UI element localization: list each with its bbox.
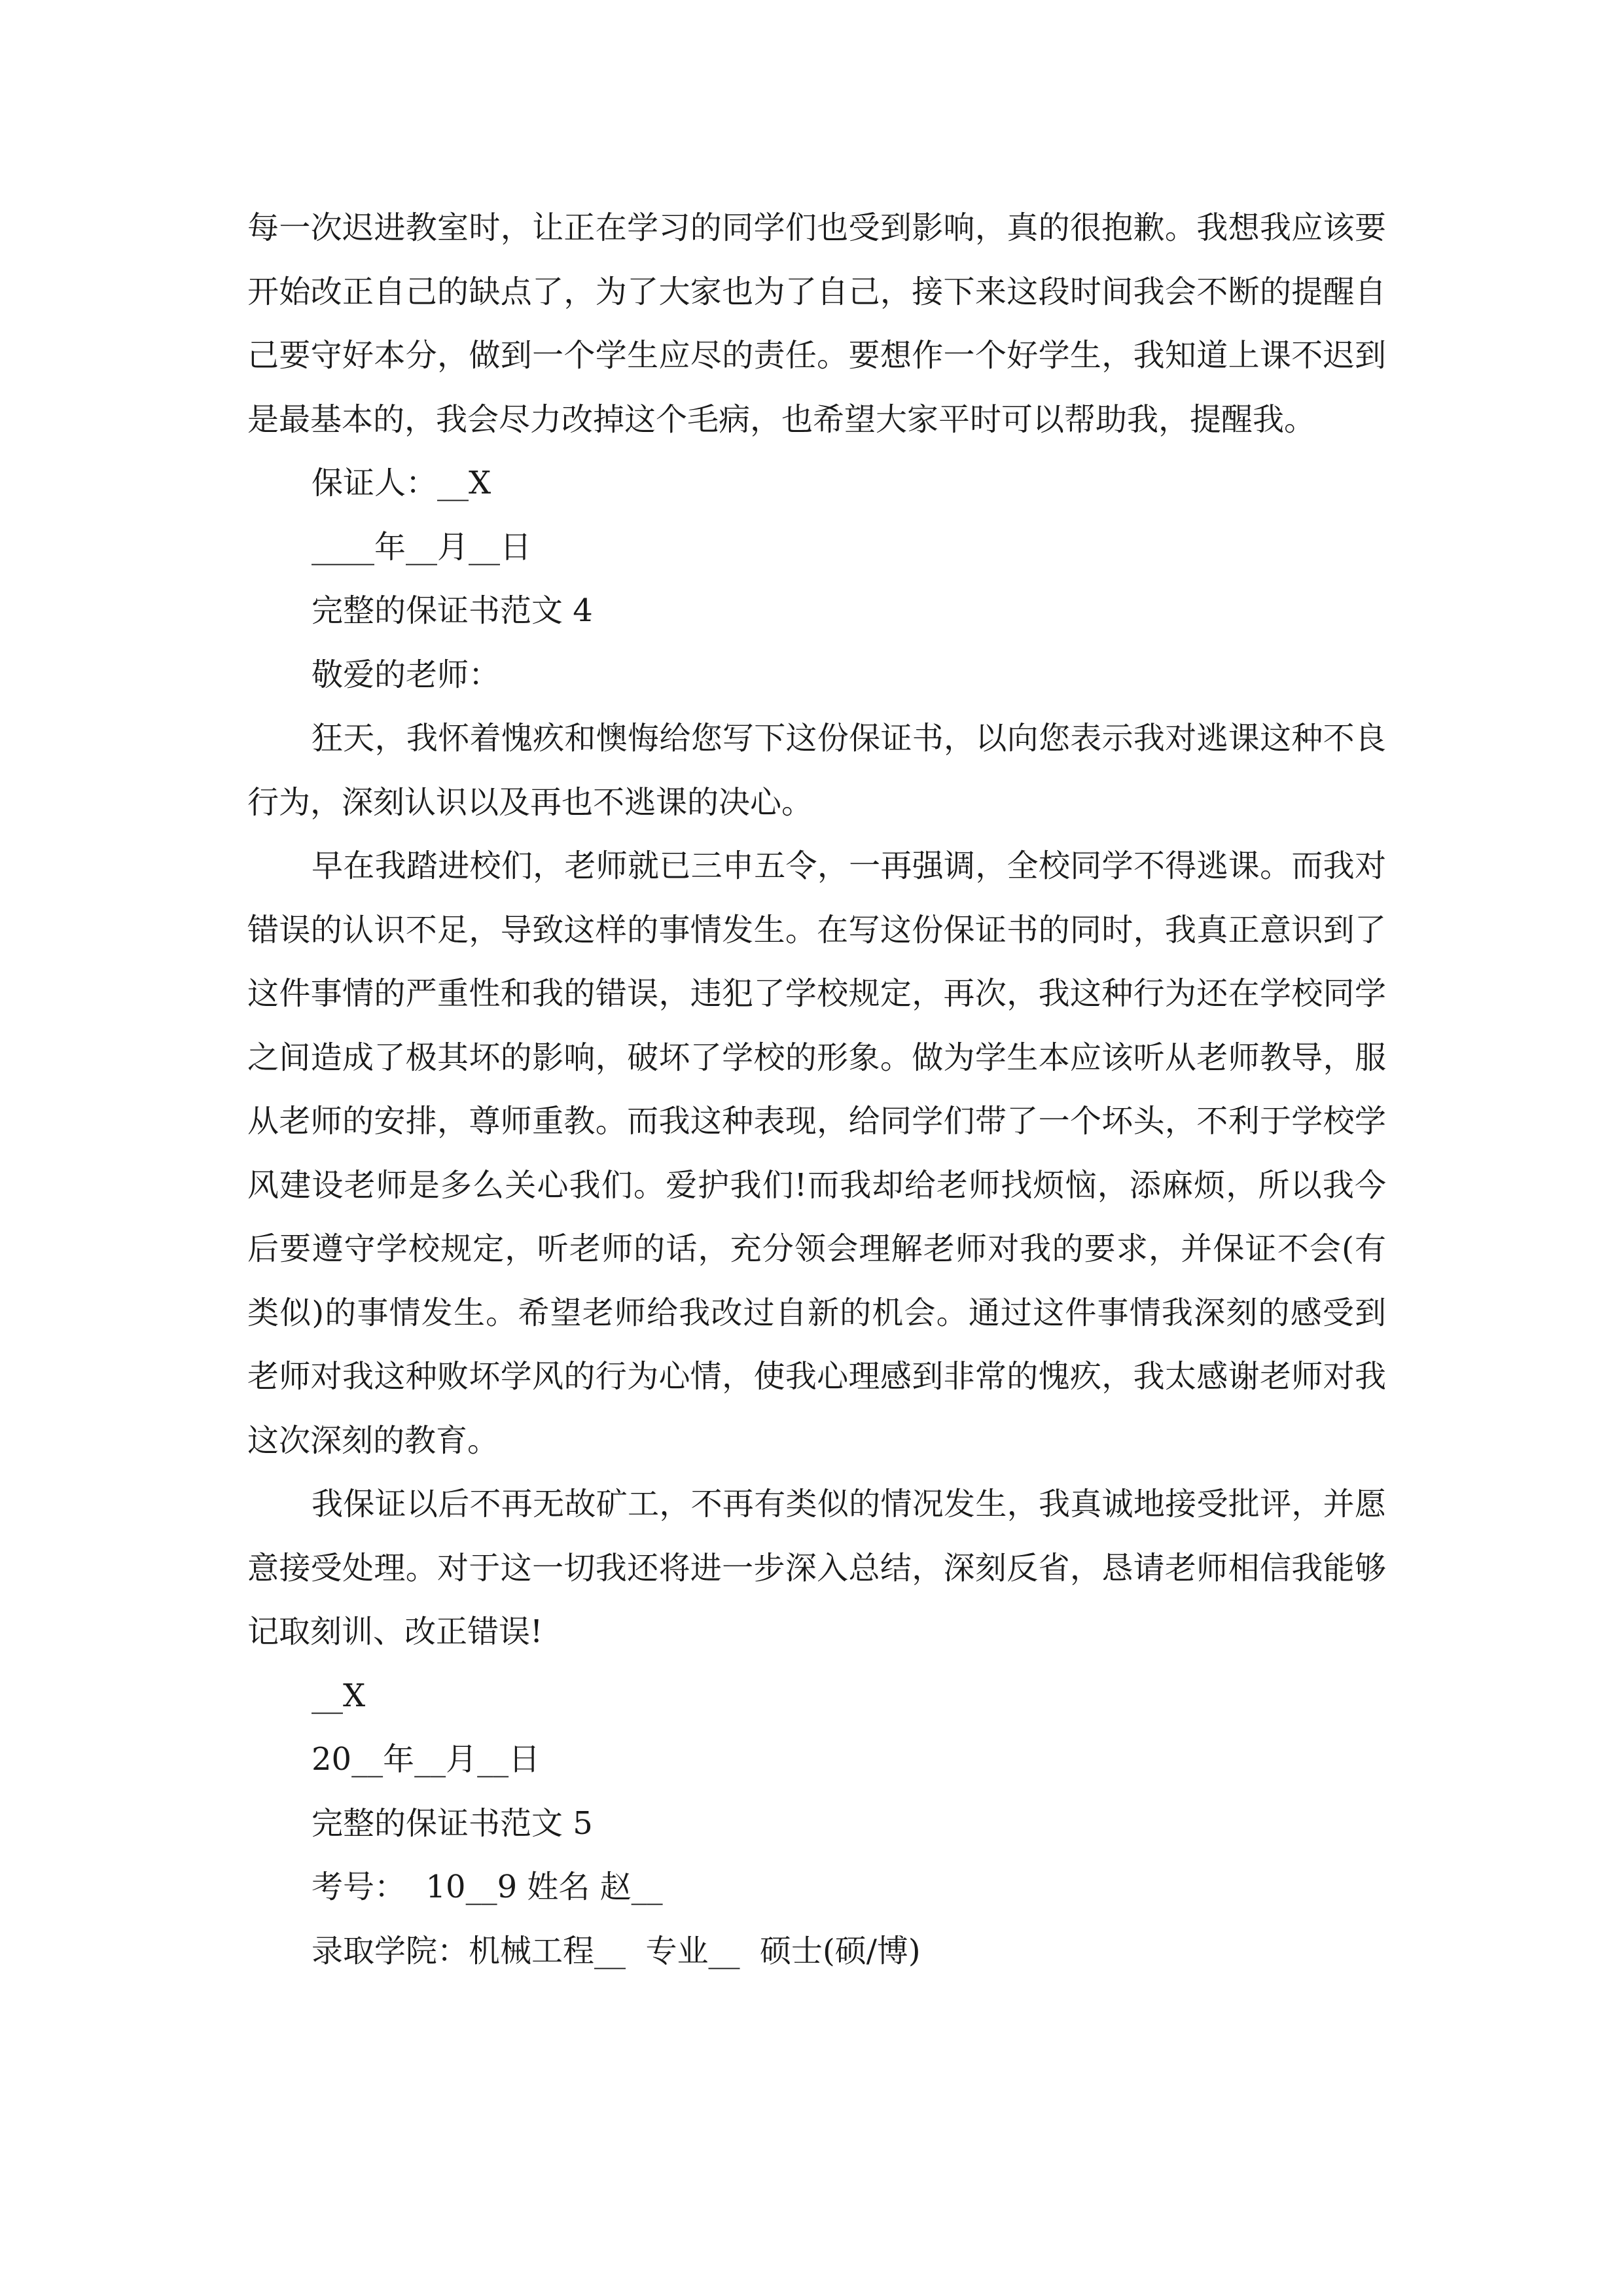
guarantor-line: 保证人：__X	[312, 465, 491, 501]
date-line: ____年__月__日	[312, 528, 532, 565]
date-line: 20__年__月__日	[312, 1741, 541, 1778]
exam-number-line: 考号： 10__9 姓名 赵__	[312, 1869, 663, 1905]
body-paragraph: 我保证以后不再无故矿工，不再有类似的情况发生，我真诚地接受批评，并愿意接受处理。对于这一切我还将进一步深入总结，深刻反省，恳请老师相信我能够记取刻训、改正错误!	[247, 1486, 1386, 1650]
document-body	[247, 196, 1386, 1983]
body-paragraph: 狂天，我怀着愧疚和懊悔给您写下这份保证书，以向您表示我对逃课这种不良行为，深刻认识以及再也不逃课的决心。	[247, 720, 1386, 821]
section-title-5: 完整的保证书范文 5	[312, 1804, 593, 1842]
section-title-4: 完整的保证书范文 4	[312, 592, 593, 629]
paragraph-continuation: 每一次迟进教室时，让正在学习的同学们也受到影响，真的很抱歉。我想我应该要开始改正自己的缺点了，为了大家也为了自己，接下来这段时间我会不断的提醒自己要守好本分，做到一个学生应尽的责任。要想作一个好学生，我知道上课不迟到是最基本的，我会尽力改掉这个毛病，也希望大家平时可以帮助我，提醒我。	[247, 209, 1386, 438]
signature-line: __X	[312, 1677, 366, 1714]
body-paragraph: 早在我踏进校们，老师就已三申五令，一再强调，全校同学不得逃课。而我对错误的认识不足，导致这样的事情发生。在写这份保证书的同时，我真正意识到了这件事情的严重性和我的错误，违犯了学校规定，再次，我这种行为还在学校同学之间造成了极其坏的影响，破坏了学校的形象。做为学生本应该听从老师教导，服从老师的安排，尊师重教。而我这种表现，给同学们带了一个坏头，不利于学校学风建设老师是多么关心我们。爱护我们!而我却给老师找烦恼，添麻烦，所以我今后要遵守学校规定，听老师的话，充分领会理解老师对我的要求，并保证不会(有类似)的事情发生。希望老师给我改过自新的机会。通过这件事情我深刻的感受到老师对我这种败坏学风的行为心情，使我心理感到非常的愧疚，我太感谢老师对我这次深刻的教育。	[247, 848, 1386, 1459]
salutation: 敬爱的老师：	[312, 656, 501, 693]
admission-line: 录取学院：机械工程__ 专业__ 硕士(硕/博)	[312, 1932, 921, 1969]
